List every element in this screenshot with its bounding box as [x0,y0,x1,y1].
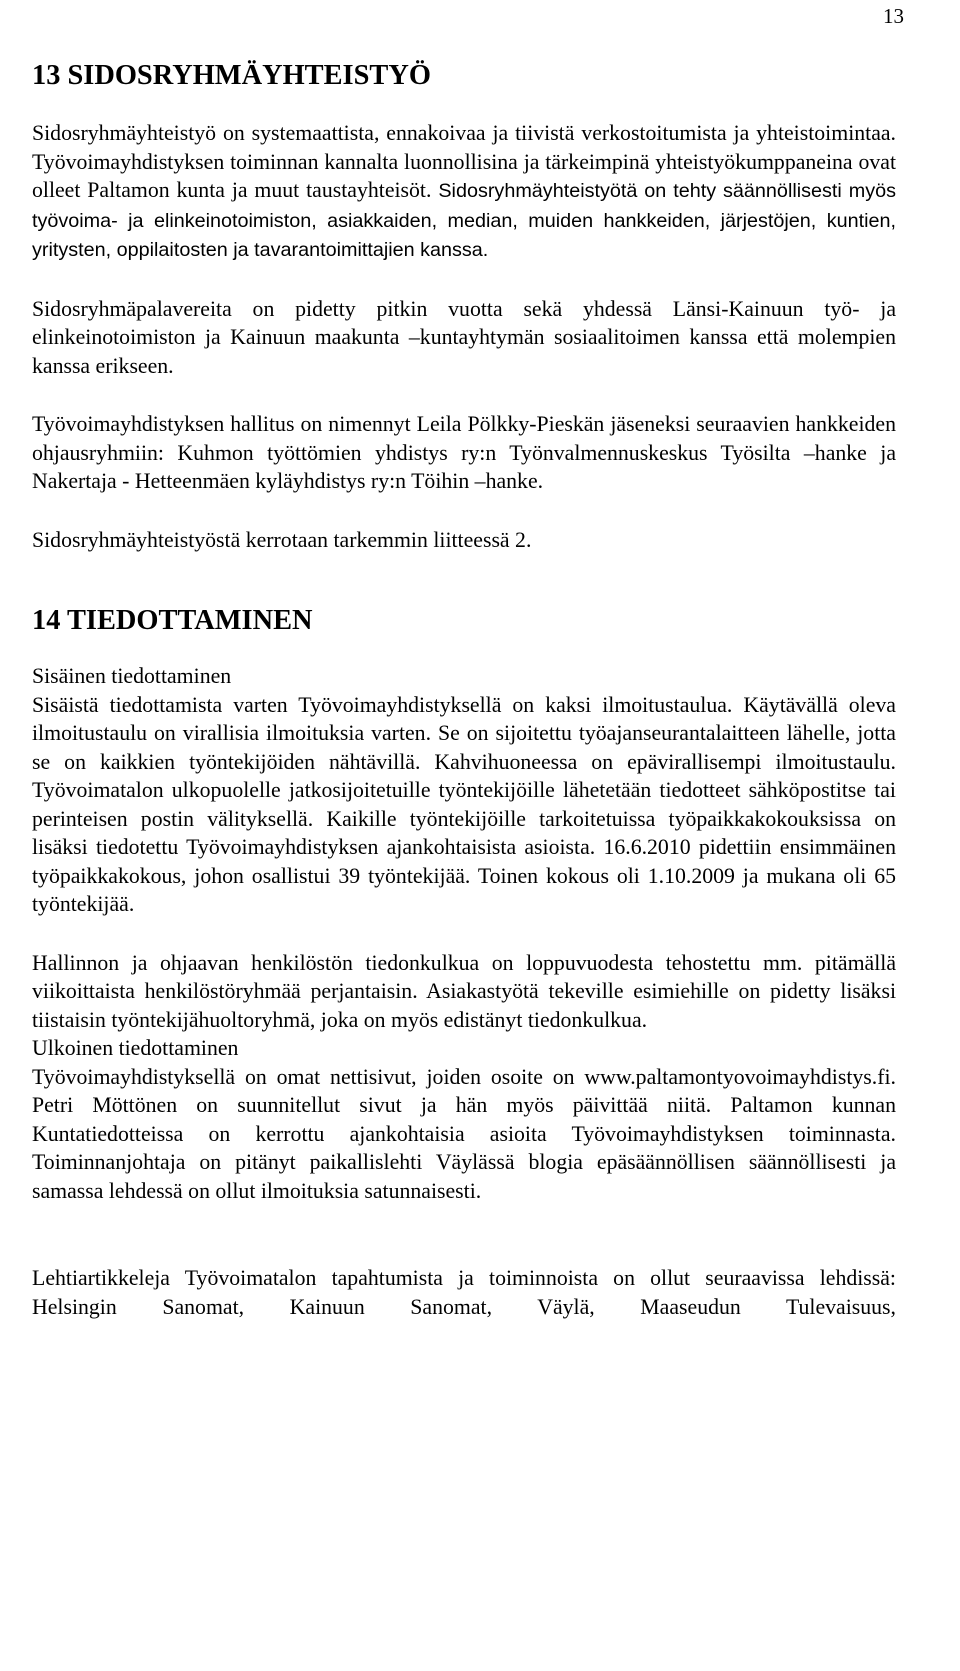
external-communication-heading: Ulkoinen tiedottaminen [32,1036,239,1060]
page-number: 13 [883,4,904,28]
section-14-heading: 14 TIEDOTTAMINEN [32,605,313,636]
section-13-paragraph-3: Työvoimayhdistyksen hallitus on nimennyt Leila Pölkky-Pieskän jäseneksi seuraavien hankkeiden ohjausryhmiin: Kuhmon työttömien yhdistys ry:n Työnvalmennuskeskus Työsilta –hanke ja Nakertaja - Hetteenmäen kyläyhdistys ry:n Töihin –hanke. [32,412,896,493]
section-13-paragraph-2: Sidosryhmäpalavereita on pidetty pitkin vuotta sekä yhdessä Länsi-Kainuun työ- ja elinkeinotoimiston ja Kainuun maakunta –kuntayhtymän sosiaalitoimen kanssa että molempien kanssa erikseen. [32,296,896,378]
section-13-paragraph-1-serif-text: Sidosryhmäyhteistyö on systemaattista, ennakoivaa ja tiivistä verkostoitumista ja yhteistoimintaa. Työvoimayhdistyksen toiminnan kannalta luonnollisina ja tärkeimpinä yhteistyökumppaneina ovat olleet Paltamon kunta ja muut taustayhteisöt. [32,121,896,202]
section-13-paragraph-1 [32,119,896,265]
section-14-paragraph-1: Sisäistä tiedottamista varten Työvoimayhdistyksellä on kaksi ilmoitustaulua. Käytävällä oleva ilmoitustaulu on virallisia ilmoituksia varten. Se on sijoitettu työajanseurantalaitteen lähelle, jotta se on kaikkien työntekijöiden nähtävillä. Kahvihuoneessa on epävirallisempi ilmoitustaulu. Työvoimatalon ulkopuolelle jatkosijoitetuille työntekijöille lähetetään tiedotteet sähköpostitse tai perinteisen postin välityksellä. Kaikille työntekijöille tarkoitetuissa työpaikkakokouksissa on lisäksi tiedotettu Työvoimayhdistyksen ajankohtaisista asioista. 16.6.2010 pidettiin ensimmäinen työpaikkakokous, johon osallistui 39 työntekijää. Toinen kokous oli 1.10.2009 ja mukana oli 65 työntekijää. [32,692,896,916]
section-13-paragraph-4: Sidosryhmäyhteistyöstä kerrotaan tarkemmin liitteessä 2. [32,527,532,552]
section-13-heading: 13 SIDOSRYHMÄYHTEISTYÖ [32,60,431,91]
section-13-paragraph-1-sans-text: Sidosryhmäyhteistyötä on tehty säännöllisesti myös työvoima- ja elinkeinotoimiston, asiakkaiden, median, muiden hankkeiden, järjestöjen, kuntien, yritysten, oppilaitosten ja tavarantoimittajien kanssa. [32,180,896,261]
section-14-paragraph-3: Työvoimayhdistyksellä on omat nettisivut, joiden osoite on www.paltamontyovoimayhdistys.fi. Petri Möttönen on suunnitellut sivut ja hän myös päivittää niitä. Paltamon kunnan Kuntatiedotteissa on kerrottu ajankohtaisia asioita Työvoimayhdistyksen toiminnasta. Toiminnanjohtaja on pitänyt paikallislehti Väylässä blogia epäsäännöllisen säännöllisesti ja samassa lehdessä on ollut ilmoituksia satunnaisesti. [32,1064,896,1203]
internal-communication-heading: Sisäinen tiedottaminen [32,664,232,688]
section-14-paragraph-4: Lehtiartikkeleja Työvoimatalon tapahtumista ja toiminnoista on ollut seuraavissa lehdissä: Helsingin Sanomat, Kainuun Sanomat, Väylä, Maaseudun Tulevaisuus, [32,1266,896,1319]
section-14-paragraph-2: Hallinnon ja ohjaavan henkilöstön tiedonkulkua on loppuvuodesta tehostettu mm. pitämällä viikoittaista henkilöstöryhmää perjantaisin. Asiakastyötä tekeville esimiehille on pidetty lisäksi tiistaisin työntekijähuoltoryhmä, joka on myös edistänyt tiedonkulkua. [32,950,896,1032]
page-content [32,58,896,1321]
